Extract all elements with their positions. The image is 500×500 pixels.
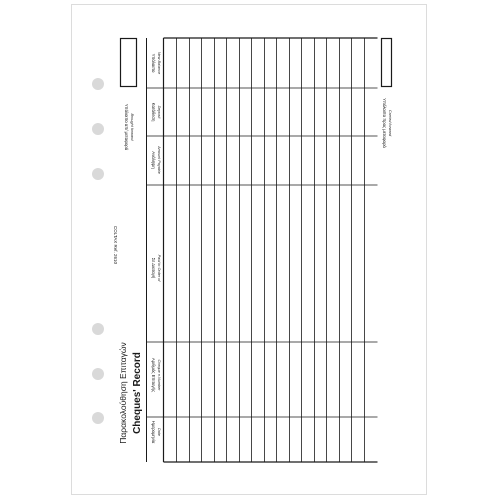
binder-hole bbox=[92, 412, 104, 424]
title-greek: Παρακολούθηση Επιταγών bbox=[118, 342, 128, 444]
binder-hole bbox=[92, 368, 104, 380]
column-header-cheque-number-gr: Αριθμός Επιταγής bbox=[151, 357, 156, 393]
column-header-withdrawal-gr: Ανάληψη bbox=[151, 151, 156, 169]
column-header-date-en: Date bbox=[157, 427, 161, 437]
brought-forward-label-gr: Υπόλοιπο απ/ μεταφορά bbox=[124, 103, 129, 151]
column-header-payee-gr: Σε Διαταγή bbox=[151, 257, 156, 279]
title-english: Cheques' Record bbox=[132, 352, 143, 434]
binder-hole bbox=[92, 123, 104, 135]
column-header-withdrawal-en: Amount Payable bbox=[157, 146, 161, 174]
column-header-balance-en: New Balance bbox=[157, 51, 161, 75]
carried-forward-label-en: Carried forward bbox=[388, 109, 392, 137]
column-header-balance-gr: Υπόλοιπο bbox=[151, 53, 156, 73]
binder-hole bbox=[92, 323, 104, 335]
carried-forward-label-gr: Υπόλοιπο προς μεταφορά bbox=[382, 98, 387, 148]
brought-forward-label-en: Brought forward bbox=[130, 113, 134, 141]
column-header-deposit-en: Deposit bbox=[157, 105, 161, 119]
binder-hole bbox=[92, 78, 104, 90]
column-header-cheque-number-en: Cheque n.Number bbox=[157, 359, 161, 391]
binder-hole bbox=[92, 168, 104, 180]
column-header-deposit-gr: Κατάθεση bbox=[151, 102, 156, 122]
column-header-payee-en: Paid to Order of bbox=[157, 254, 161, 282]
column-header-date-gr: Ημερομηνία bbox=[151, 420, 156, 444]
product-code: COLTAX Ref. 2610 bbox=[113, 225, 118, 265]
